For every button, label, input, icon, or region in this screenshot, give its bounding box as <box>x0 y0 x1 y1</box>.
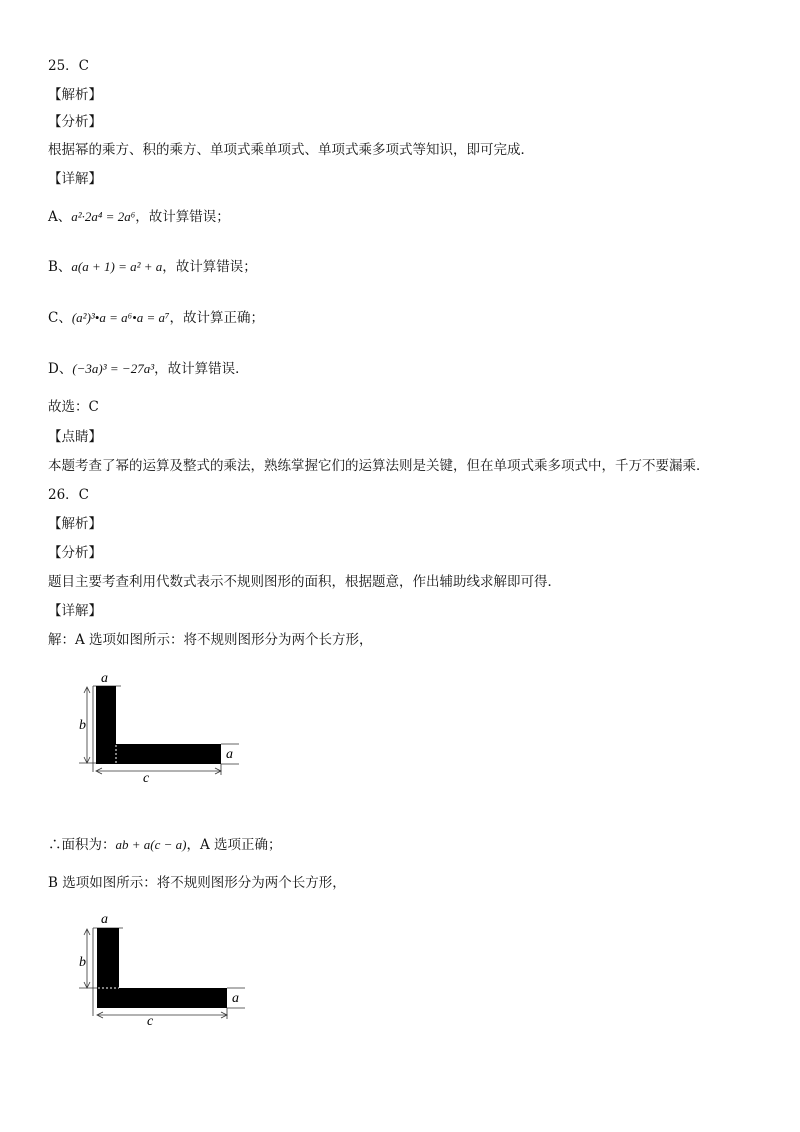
label-a-right: a <box>232 991 239 1006</box>
label-a-top: a <box>101 912 108 927</box>
q25-fenxi-text: 根据幂的乘方、积的乘方、单项式乘单项式、单项式乘多项式等知识，即可完成． <box>48 142 534 158</box>
q26-jiexi-heading: 【解析】 <box>48 516 102 532</box>
option-formula: (−3a)³ = −27a³ <box>72 361 155 376</box>
q25-jiexi-heading: 【解析】 <box>48 87 102 103</box>
option-formula: a²·2a⁴ = 2a⁶ <box>71 209 136 224</box>
q26-intro-b: B 选项如图所示：将不规则图形分为两个长方形， <box>48 875 346 891</box>
q25-option-c <box>48 309 264 327</box>
option-label: D、 <box>48 361 73 377</box>
label-a-right: a <box>226 747 233 762</box>
question-25-title: 25．C <box>48 58 90 74</box>
q25-option-a <box>48 208 230 226</box>
area-conclusion: ，A 选项正确； <box>186 837 282 853</box>
question-26-title: 26．C <box>48 487 90 503</box>
q25-xiangjie-heading: 【详解】 <box>48 171 102 187</box>
option-formula: (a²)³•a = a⁶•a = a⁷ <box>71 310 170 325</box>
option-conclusion: ，故计算错误； <box>162 259 257 275</box>
q25-option-d <box>48 360 249 378</box>
label-c: c <box>147 1014 154 1026</box>
q26-fenxi-text: 题目主要考查利用代数式表示不规则图形的面积，根据题意，作出辅助线求解即可得． <box>48 574 561 590</box>
option-conclusion: ，故计算错误． <box>154 361 249 377</box>
figure-a-l-shape <box>75 665 245 783</box>
q26-xiangjie-heading: 【详解】 <box>48 603 102 619</box>
q26-intro-a: 解：A 选项如图所示：将不规则图形分为两个长方形， <box>48 632 373 648</box>
q25-fenxi-heading: 【分析】 <box>48 114 102 130</box>
option-formula: a(a + 1) = a² + a <box>71 259 163 274</box>
q25-dianjing-heading: 【点睛】 <box>48 429 102 445</box>
area-formula: ab + a(c − a) <box>115 837 187 852</box>
q26-fenxi-heading: 【分析】 <box>48 545 102 561</box>
q25-option-b <box>48 258 257 276</box>
option-conclusion: ，故计算错误； <box>135 209 230 225</box>
q25-answer: 故选：C <box>48 399 99 415</box>
area-prefix: ∴面积为： <box>48 837 116 853</box>
option-label: B、 <box>48 259 72 275</box>
q25-dianjing-text: 本题考查了幂的运算及整式的乘法，熟练掌握它们的运算法则是关键，但在单项式乘多项式中，千万不要漏乘． <box>48 458 710 474</box>
q26-area-line <box>48 836 282 854</box>
label-c: c <box>143 771 150 783</box>
option-conclusion: ，故计算正确； <box>169 310 264 326</box>
option-label: A、 <box>48 209 72 225</box>
figure-b-l-shape <box>75 906 250 1026</box>
label-a-top: a <box>101 671 108 686</box>
label-b: b <box>79 955 86 970</box>
option-label: C、 <box>48 310 72 326</box>
label-b: b <box>79 718 86 733</box>
